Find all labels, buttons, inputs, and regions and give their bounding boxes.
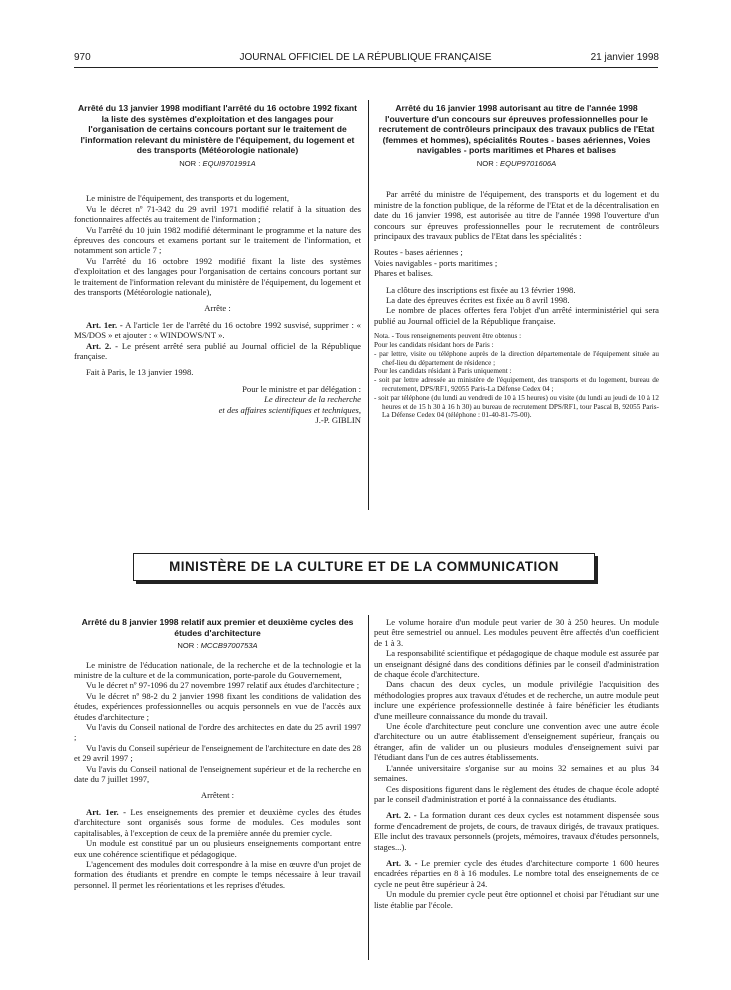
signature-line: et des affaires scientifiques et techniques, (218, 404, 361, 415)
paragraph: La clôture des inscriptions est fixée au 13 février 1998. (386, 284, 576, 295)
nota-line: Pour les candidats résidant hors de Paris : (374, 341, 494, 350)
paragraph: Dans chacun des deux cycles, un module privilégie l'acquisition des méthodologies propres aux travaux d'études et de recherche, un autre module peut inclure une expérience professionnelle destinée à faire bénéficier les étudiants d'une meilleure connaissance du monde du travail. (374, 679, 659, 721)
nota-line: Pour les candidats résidant à Paris uniquement : (374, 367, 512, 376)
paragraph: Le ministre de l'équipement, des transports et du logement, (86, 193, 289, 204)
nota-line: - soit par lettre adressée au ministère de l'équipement, des transports et du logement, bureau de recrutement, DPS/RF1, 92055 Paris-La Défense Cedex 04 ; (374, 376, 659, 394)
page-number: 970 (74, 52, 91, 63)
decree-equipment-languages (74, 103, 361, 426)
paragraph: Par arrêté du ministre de l'équipement, des transports et du logement et du ministre de la fonction publique, de la réforme de l'Etat et de la décentralisation en date du 16 janvier 1998, est autorisée au titre de l'année 1998 l'ouverture d'un concours sur épreuves professionnelles pour le recrutement de contrôleurs principaux des travaux publics de l'Etat dans les spécialités : (374, 189, 659, 241)
column-divider (368, 100, 369, 510)
nota-line: Nota. - Tous renseignements peuvent être obtenus : (374, 332, 522, 341)
paragraph: Vu le décret nº 71-342 du 29 avril 1971 modifié relatif à la situation des fonctionnaires affectés au traitement de l'information ; (74, 203, 361, 225)
article-2: Art. 2. - Le présent arrêté sera publié au Journal officiel de la République française. (74, 340, 361, 362)
article-3: Art. 3. - Le premier cycle des études d'architecture comporte 1 600 heures encadrées réparties en 8 à 16 modules. Le nombre total des enseignements de ce cycle ne peut être supérieur à 24. (374, 857, 659, 889)
specialty: Routes - bases aériennes ; (374, 247, 463, 258)
paragraph: Vu l'avis du Conseil supérieur de l'enseignement de l'architecture en date des 28 et 29 avril 1997 ; (74, 742, 361, 764)
paragraph: Le volume horaire d'un module peut varier de 30 à 250 heures. Un module peut être semestriel ou annuel. Les modules peuvent être affectés d'un coefficient de 1 à 3. (374, 617, 659, 648)
paragraph: Le ministre de l'éducation nationale, de la recherche et de la technologie et la ministre de la culture et de la communication, porte-parole du Gouvernement, (74, 659, 361, 680)
article-1: Art. 1er. - A l'article 1er de l'arrêté du 16 octobre 1992 susvisé, supprimer : « MS/DOS » et ajouter : « WINDOWS/NT ». (74, 319, 361, 341)
nor-reference: NOR : EQUP9701606A (476, 158, 557, 168)
paragraph: La date des épreuves écrites est fixée au 8 avril 1998. (386, 295, 570, 306)
decree-title: Arrêté du 13 janvier 1998 modifiant l'arrêté du 16 octobre 1992 fixant la liste des systèmes d'exploitation et des langages pour l'organisation de certains concours portant sur le traitement de l'information relevant du ministère de l'équipement, du logement et des transports (Météorologie nationale) (77, 103, 358, 156)
paragraph: Vu le décret nº 98-2 du 2 janvier 1998 fixant les conditions de validation des études, expériences professionnelles ou acquis personnels en vue de l'accès aux études d'architecture ; (74, 690, 361, 722)
signature-line: Le directeur de la recherche (264, 394, 361, 405)
ministry-banner: MINISTÈRE DE LA CULTURE ET DE LA COMMUNICATION (133, 553, 595, 581)
decree-architecture-cycles (74, 617, 361, 890)
paragraph: Ces dispositions figurent dans le règlement des études de chaque école adopté par le conseil d'administration et porté à la connaissance des étudiants. (374, 783, 659, 804)
paragraph: Une école d'architecture peut conclure une convention avec une autre école d'architecture ou un autre établissement d'enseignement supérieur, français ou étranger, afin de valider un ou plusieurs modules d'enseignement suivi par l'étudiant dans l'un de ces autres établissements. (374, 721, 659, 763)
paragraph: Un module du premier cycle peut être optionnel et choisi par l'étudiant sur une liste établie par l'école. (374, 889, 659, 910)
paragraph: Vu le décret nº 97-1096 du 27 novembre 1997 relatif aux études d'architecture ; (86, 680, 360, 691)
decree-title: Arrêté du 16 janvier 1998 autorisant au titre de l'année 1998 l'ouverture d'un concours sur épreuves professionnelles pour le recrutement de contrôleurs principaux des travaux publics de l'Etat (femmes et hommes), spécialités Routes - bases aériennes, Voies navigables - ports maritimes et Phares et balises (378, 103, 655, 156)
nor-reference: NOR : EQUI9701991A (179, 158, 256, 168)
header-rule (74, 67, 658, 68)
nor-reference: NOR : MCCB9700753A (177, 641, 258, 651)
signature-line: Pour le ministre et par délégation : (242, 383, 361, 394)
decree-architecture-continued (374, 617, 659, 910)
signatory: J.-P. GIBLIN (315, 415, 361, 426)
issue-date: 21 janvier 1998 (590, 52, 659, 63)
decree-title: Arrêté du 8 janvier 1998 relatif aux premier et deuxième cycles des études d'architecture (81, 617, 354, 638)
paragraph: Vu l'avis du Conseil national de l'enseignement supérieur et de la recherche en date du 7 juillet 1997, (74, 763, 361, 785)
done-at: Fait à Paris, le 13 janvier 1998. (86, 367, 194, 378)
paragraph: Vu l'avis du Conseil national de l'ordre des architectes en date du 25 avril 1997 ; (74, 722, 361, 743)
column-divider (368, 615, 369, 960)
article-2: Art. 2. - La formation durant ces deux cycles est notamment dispensée sous forme d'encadrement de projets, de cours, de travaux dirigés, de travaux pratiques. Elle inclut des travaux personnels (projets, mémoires, travaux d'études personnels, stages...). (374, 810, 659, 852)
paragraph: La responsabilité scientifique et pédagogique de chaque module est assurée par un enseignant désigné dans des conditions définies par le conseil d'administration de chaque école d'architecture. (374, 648, 659, 680)
paragraph: Un module est constitué par un ou plusieurs enseignements comportant entre eux une cohérence scientifique et pédagogique. (74, 838, 361, 859)
arrete-heading: Arrête : (204, 303, 231, 314)
specialty: Voies navigables - ports maritimes ; (374, 257, 498, 268)
paragraph: L'année universitaire s'organise sur au moins 32 semaines et au plus 34 semaines. (374, 762, 659, 784)
paragraph: Le nombre de places offertes fera l'objet d'un arrêté interministériel qui sera publié au Journal officiel de la République française. (374, 305, 659, 326)
paragraph: Vu l'arrêté du 10 juin 1982 modifié déterminant le programme et la nature des épreuves des concours et examens portant sur le traitement de l'information, et notamment son article 7 ; (74, 224, 361, 256)
paragraph: L'agencement des modules doit correspondre à la mise en œuvre d'un projet de formation des étudiants et prendre en compte le temps nécessaire à leur travail personnel. Il permet les réorientations et les reprises d'études. (74, 858, 361, 890)
decree-controleurs-concours (374, 103, 659, 420)
article-1: Art. 1er. - Les enseignements des premier et deuxième cycles des études d'architecture sont organisés sous forme de modules. Ces modules sont capitalisables, à l'exception de ceux de la première année du premier cycle. (74, 806, 362, 838)
paragraph: Vu l'arrêté du 16 octobre 1992 modifié fixant la liste des systèmes d'exploitation et des langages pour l'organisation de certains concours portant sur le traitement de l'information relevant du ministère de l'équipement, du logement et des transports (Météorologie nationale), (74, 255, 361, 298)
arretent-heading: Arrêtent : (200, 790, 235, 801)
specialty: Phares et balises. (374, 268, 433, 279)
nota-line: - soit par téléphone (du lundi au vendredi de 10 à 15 heures) ou visite (du lundi au jeudi de 10 à 12 heures et de 15 h 30 à 16 h 30) au bureau de recrutement DPS/RF1, tour Pascal B, 92055 Paris-La Défense Cedex 04 (téléphone : 01-40-81-75-00). (374, 393, 659, 420)
nota-line: - par lettre, visite ou téléphone auprès de la direction départementale de l'équipement située au chef-lieu du département de résidence ; (374, 349, 659, 367)
nota-block (374, 332, 659, 420)
journal-title: JOURNAL OFFICIEL DE LA RÉPUBLIQUE FRANÇAISE (239, 52, 492, 63)
